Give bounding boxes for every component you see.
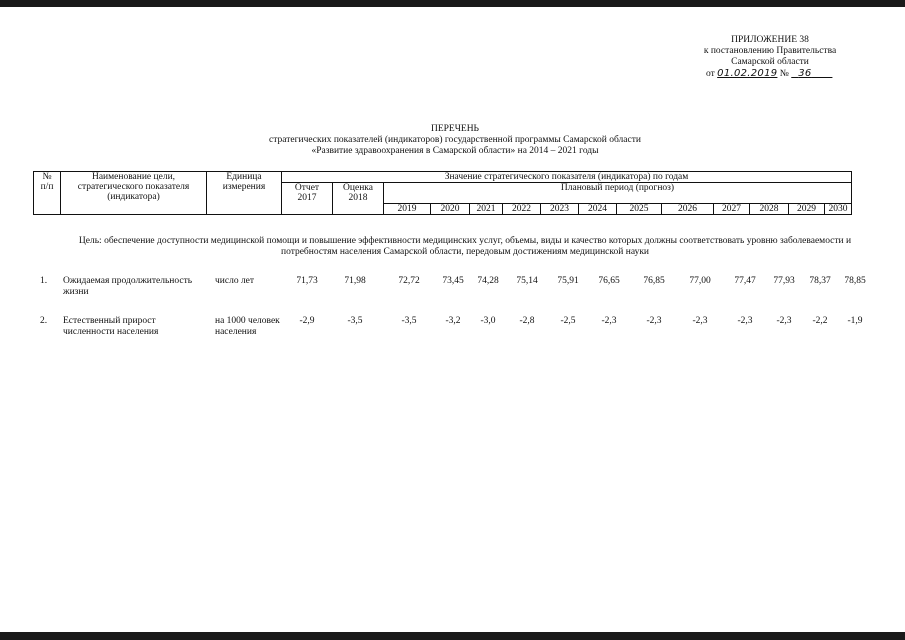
date-prefix: от xyxy=(706,69,715,79)
appendix-date-line xyxy=(660,68,880,80)
row-value: -3,5 xyxy=(401,316,417,326)
appendix-title: ПРИЛОЖЕНИЕ 38 xyxy=(731,35,809,45)
row-num: 1. xyxy=(40,276,48,286)
header-unit-line2: измерения xyxy=(222,182,266,192)
row-value: -3,0 xyxy=(480,316,496,326)
goal-text: Цель: обеспечение доступности медицинской помощи и повышение эффективности медицинских услуг, объемы, виды и качество которых должны соответствовать уровню заболеваемости и потребностям населения Самарской области, передовым достижениям медицинской науки xyxy=(78,236,852,257)
header-unit-cell xyxy=(207,172,282,215)
row-value: 77,47 xyxy=(734,276,756,286)
header-plan-label: Плановый период (прогноз) xyxy=(384,183,852,204)
row-value: 72,72 xyxy=(398,276,420,286)
row-unit: число лет xyxy=(215,276,255,286)
row-value: 78,37 xyxy=(809,276,831,286)
scan-bottom-edge xyxy=(0,632,905,640)
row-value: 76,65 xyxy=(598,276,620,286)
plan-year-cell: 2027 xyxy=(714,204,750,215)
row-value: 73,45 xyxy=(442,276,464,286)
header-num-cell xyxy=(34,172,61,215)
row-value: -3,5 xyxy=(347,316,363,326)
plan-year-cell: 2026 xyxy=(662,204,714,215)
plan-year-cell: 2028 xyxy=(750,204,789,215)
handwritten-date: 01.02.2019 xyxy=(717,68,778,79)
number-prefix: № xyxy=(779,69,789,79)
document-title-block xyxy=(180,124,730,157)
plan-year-cell: 2029 xyxy=(789,204,825,215)
row-value: -1,9 xyxy=(847,316,863,326)
row-value: 78,85 xyxy=(844,276,866,286)
header-estimate-cell xyxy=(333,183,384,215)
header-unit-line1: Единица xyxy=(226,172,262,182)
plan-year-cell: 2025 xyxy=(617,204,662,215)
row-value: -2,3 xyxy=(692,316,708,326)
plan-year-cell: 2021 xyxy=(470,204,503,215)
plan-year-cell: 2020 xyxy=(431,204,470,215)
header-estimate-label: Оценка xyxy=(343,183,373,193)
number-value: 36 xyxy=(798,68,812,79)
document-title: ПЕРЕЧЕНЬ xyxy=(430,124,480,134)
row-value: -2,3 xyxy=(646,316,662,326)
row-value: -2,5 xyxy=(560,316,576,326)
row-name: Естественный прирост численности населения xyxy=(63,316,159,337)
document-subtitle1: стратегических показателей (индикаторов) государственной программы Самарской области xyxy=(269,135,641,145)
header-name-line3: (индикатора) xyxy=(107,192,160,202)
row-value: -2,3 xyxy=(601,316,617,326)
plan-year-cell: 2022 xyxy=(503,204,541,215)
appendix-block xyxy=(660,35,880,80)
header-name-cell xyxy=(61,172,207,215)
handwritten-number xyxy=(791,68,832,79)
plan-year-cell: 2019 xyxy=(384,204,431,215)
row-value: -3,2 xyxy=(445,316,461,326)
plan-year-cell: 2024 xyxy=(579,204,617,215)
header-estimate-year: 2018 xyxy=(348,193,368,203)
header-num-line2: п/п xyxy=(40,182,54,192)
row-value: 75,91 xyxy=(557,276,579,286)
header-name-line1: Наименование цели, xyxy=(91,172,176,182)
row-unit: на 1000 человек населения xyxy=(215,316,280,337)
row-value: 75,14 xyxy=(516,276,538,286)
document-subtitle2: «Развитие здравоохранения в Самарской области» на 2014 – 2021 годы xyxy=(311,146,599,156)
header-values-title: Значение стратегического показателя (индикатора) по годам xyxy=(282,172,852,183)
row-value: 71,73 xyxy=(296,276,318,286)
row-value: -2,2 xyxy=(812,316,828,326)
header-report-cell xyxy=(282,183,333,215)
row-value: 76,85 xyxy=(643,276,665,286)
indicators-table-header xyxy=(33,171,852,215)
row-value: 77,00 xyxy=(689,276,711,286)
header-report-label: Отчет xyxy=(294,183,320,193)
appendix-line2: Самарской области xyxy=(731,57,809,67)
plan-year-cell: 2030 xyxy=(825,204,852,215)
scan-top-edge xyxy=(0,0,905,7)
plan-year-cell: 2023 xyxy=(541,204,579,215)
row-value: -2,8 xyxy=(519,316,535,326)
row-num: 2. xyxy=(40,316,48,326)
row-name: Ожидаемая продолжительность жизни xyxy=(63,276,193,297)
row-value: -2,3 xyxy=(737,316,753,326)
header-name-line2: стратегического показателя xyxy=(77,182,190,192)
row-value: 77,93 xyxy=(773,276,795,286)
row-value: -2,3 xyxy=(776,316,792,326)
row-value: 74,28 xyxy=(477,276,499,286)
appendix-line1: к постановлению Правительства xyxy=(703,46,837,56)
header-report-year: 2017 xyxy=(297,193,317,203)
row-value: 71,98 xyxy=(344,276,366,286)
header-num-line1: № xyxy=(42,172,52,182)
row-value: -2,9 xyxy=(299,316,315,326)
